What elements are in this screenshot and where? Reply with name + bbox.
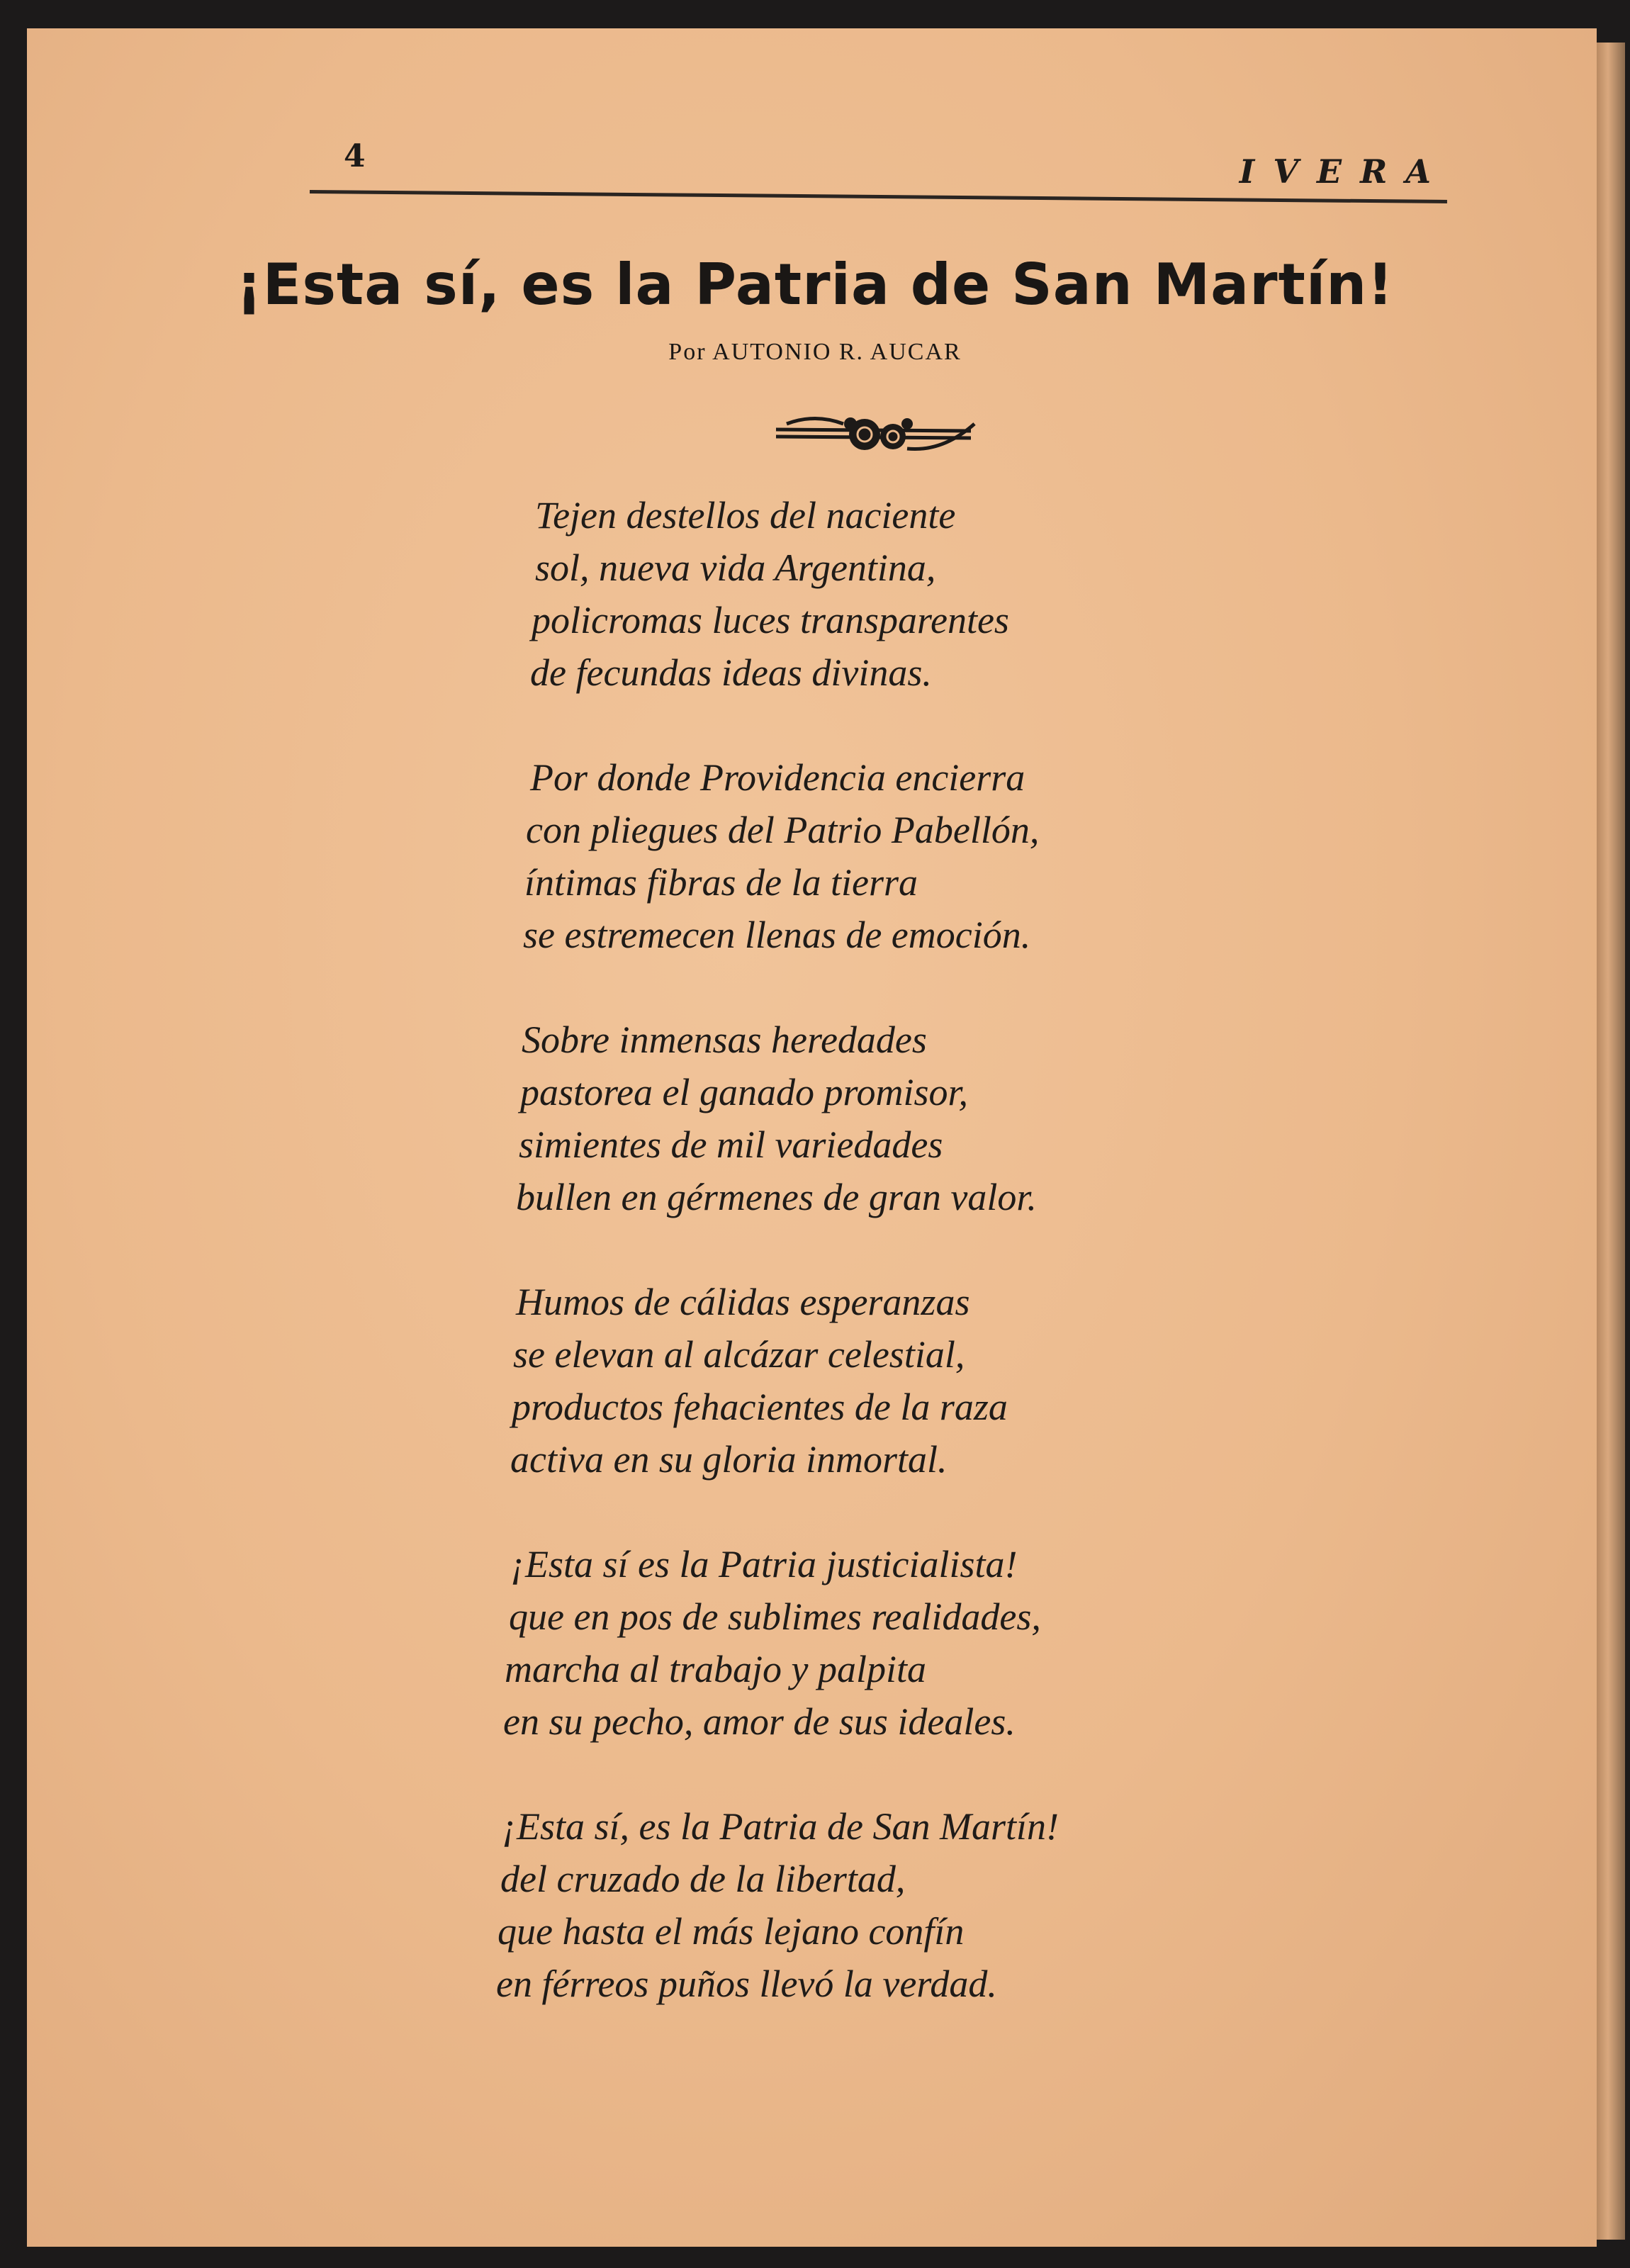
stanza [496,1800,1059,2010]
poem-line: se estremecen llenas de emoción. [523,914,1031,956]
poem-line: del cruzado de la libertad, [500,1858,906,1900]
stanza [496,751,1059,961]
running-head: IVERA [1239,152,1449,191]
poem-line: Tejen destellos del naciente [535,494,956,537]
poem-line: se elevan al alcázar celestial, [513,1333,965,1376]
poem-line: activa en su gloria inmortal. [510,1438,948,1481]
stanza [496,1276,1059,1486]
poem-line: ¡Esta sí es la Patria justicialista! [510,1543,1018,1585]
article-title: ¡Esta sí, es la Patria de San Martín! [236,252,1394,318]
poem-line: bullen en gérmenes de gran valor. [516,1176,1037,1218]
stanza [496,1538,1059,1748]
poem-line: sol, nueva vida Argentina, [535,546,936,589]
stanza [496,489,1059,699]
poem-line: pastorea el ganado promisor, [520,1071,969,1113]
poem-line: que en pos de sublimes realidades, [509,1595,1041,1638]
poem-line: en férreos puños llevó la verdad. [496,1963,997,2005]
adjacent-page-edge [1597,43,1625,2240]
page-number: 4 [344,138,366,174]
poem-line: íntimas fibras de la tierra [524,861,918,904]
byline: Por AUTONIO R. AUCAR [668,339,962,365]
poem [496,489,1059,2062]
poem-line: de fecundas ideas divinas. [530,651,932,694]
stanza [496,1014,1059,1223]
poem-line: Por donde Providencia encierra [530,756,1025,799]
poem-line: ¡Esta sí, es la Patria de San Martín! [502,1805,1059,1848]
poem-line: Humos de cálidas esperanzas [516,1281,970,1323]
poem-line: policromas luces transparentes [532,599,1009,641]
floral-ornament-icon [772,410,978,459]
poem-line: en su pecho, amor de sus ideales. [503,1700,1016,1743]
poem-line: que hasta el más lejano confín [498,1910,965,1953]
poem-line: con pliegues del Patrio Pabellón, [526,809,1040,851]
poem-line: productos fehacientes de la raza [512,1386,1008,1428]
poem-line: Sobre inmensas heredades [522,1018,927,1061]
poem-line: marcha al trabajo y palpita [505,1648,926,1690]
poem-line: simientes de mil variedades [519,1123,943,1166]
